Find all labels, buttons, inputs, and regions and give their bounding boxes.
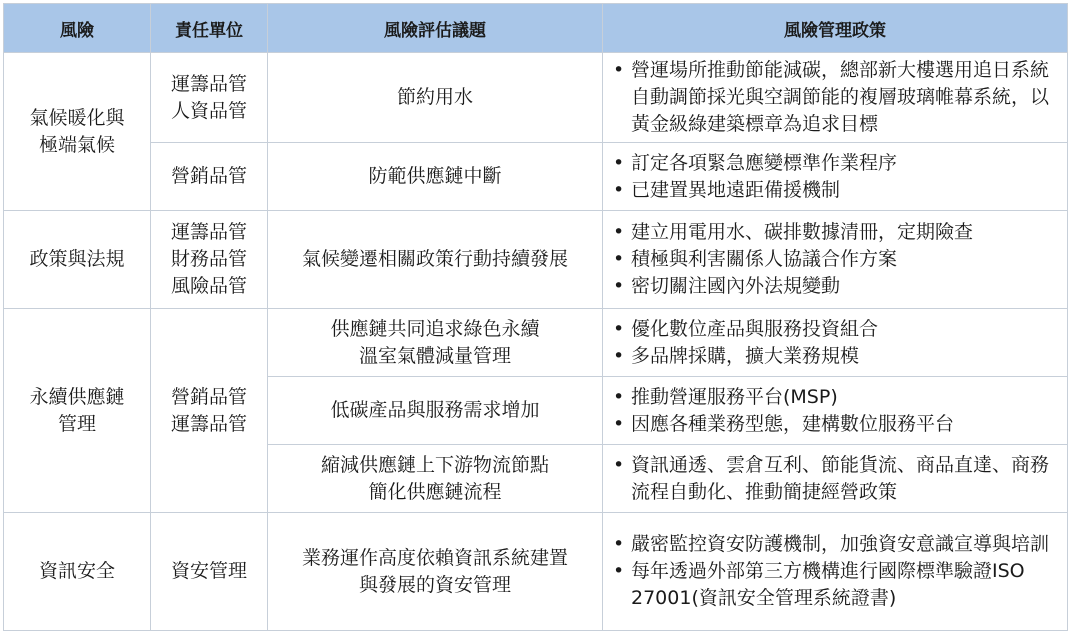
policy-item: • 推動營運服務平台(MSP) — [609, 384, 1059, 411]
topic-cell — [268, 309, 603, 377]
unit-line: 風險品管 — [170, 275, 247, 297]
policy-cell — [603, 143, 1068, 211]
policy-item: • 每年透過外部第三方機構進行國際標準驗證ISO 27001(資訊安全管理系統證書) — [609, 558, 1059, 612]
unit-cell — [151, 513, 268, 631]
risk-line: 氣候暖化與 — [29, 106, 125, 129]
unit-cell — [151, 211, 268, 309]
unit-line: 運籌品管 — [170, 412, 247, 435]
unit-cell — [151, 53, 268, 143]
topic-cell — [268, 53, 603, 143]
header-management-policy: 風險管理政策 — [603, 4, 1068, 53]
topic-line: 低碳產品與服務需求增加 — [330, 399, 540, 421]
table-row — [4, 513, 1068, 631]
topic-cell — [268, 513, 603, 631]
risk-cell — [4, 309, 151, 513]
topic-line: 供應鏈共同追求綠色永續 — [330, 317, 540, 340]
header-risk: 風險 — [4, 4, 151, 53]
risk-management-table — [3, 3, 1068, 631]
topic-line: 溫室氣體減量管理 — [358, 344, 511, 367]
policy-cell — [603, 53, 1068, 143]
risk-line: 極端氣候 — [38, 133, 115, 156]
risk-line: 資訊安全 — [38, 560, 115, 582]
header-assessment-topic: 風險評估議題 — [268, 4, 603, 53]
policy-item: • 優化數位產品與服務投資組合 — [609, 316, 1059, 343]
risk-cell — [4, 53, 151, 211]
table-row — [4, 309, 1068, 377]
risk-line: 政策與法規 — [29, 248, 125, 270]
unit-line: 財務品管 — [170, 248, 247, 270]
unit-line: 人資品管 — [170, 99, 247, 122]
unit-line: 營銷品管 — [170, 385, 247, 408]
header-responsible-unit: 責任單位 — [151, 4, 268, 53]
risk-cell — [4, 211, 151, 309]
risk-cell — [4, 513, 151, 631]
table-row — [4, 143, 1068, 211]
topic-line: 簡化供應鏈流程 — [368, 480, 502, 503]
topic-line: 業務運作高度依賴資訊系統建置 — [301, 546, 568, 569]
policy-item: • 營運場所推動節能減碳，總部新大樓選用追日系統自動調節採光與空調節能的複層玻璃帷幕系統，以黃金級綠建築標章為追求目標 — [609, 57, 1059, 138]
risk-line: 永續供應鏈 — [29, 385, 125, 408]
unit-cell — [151, 309, 268, 513]
topic-cell — [268, 377, 603, 445]
topic-line: 與發展的資安管理 — [358, 573, 511, 596]
unit-line: 資安管理 — [170, 560, 247, 582]
policy-cell — [603, 513, 1068, 631]
topic-cell — [268, 211, 603, 309]
policy-cell — [603, 445, 1068, 513]
risk-line: 管理 — [57, 412, 96, 435]
unit-line: 運籌品管 — [170, 221, 247, 243]
policy-item: • 積極與利害關係人協議合作方案 — [609, 246, 1059, 273]
topic-line: 節約用水 — [396, 86, 473, 108]
table-row — [4, 53, 1068, 143]
policy-item: • 訂定各項緊急應變標準作業程序 — [609, 150, 1059, 177]
topic-line: 縮減供應鏈上下游物流節點 — [320, 453, 549, 476]
policy-item: • 已建置異地遠距備援機制 — [609, 177, 1059, 204]
policy-item: • 因應各種業務型態，建構數位服務平台 — [609, 411, 1059, 438]
policy-item: • 建立用電用水、碳排數據清冊，定期險查 — [609, 219, 1059, 246]
policy-cell — [603, 211, 1068, 309]
table-row — [4, 211, 1068, 309]
policy-item: • 資訊通透、雲倉互利、節能貨流、商品直達、商務流程自動化、推動簡捷經營政策 — [609, 452, 1059, 506]
unit-line: 營銷品管 — [170, 165, 247, 187]
topic-line: 氣候變遷相關政策行動持續發展 — [301, 248, 568, 270]
unit-line: 運籌品管 — [170, 72, 247, 95]
unit-cell — [151, 143, 268, 211]
policy-cell — [603, 309, 1068, 377]
policy-item: • 密切關注國內外法規變動 — [609, 273, 1059, 300]
topic-cell — [268, 143, 603, 211]
policy-item: • 嚴密監控資安防護機制，加強資安意識宣導與培訓 — [609, 531, 1059, 558]
policy-item: • 多品牌採購，擴大業務規模 — [609, 343, 1059, 370]
topic-line: 防範供應鏈中斷 — [368, 165, 502, 187]
topic-cell — [268, 445, 603, 513]
header-row — [4, 4, 1068, 53]
policy-cell — [603, 377, 1068, 445]
